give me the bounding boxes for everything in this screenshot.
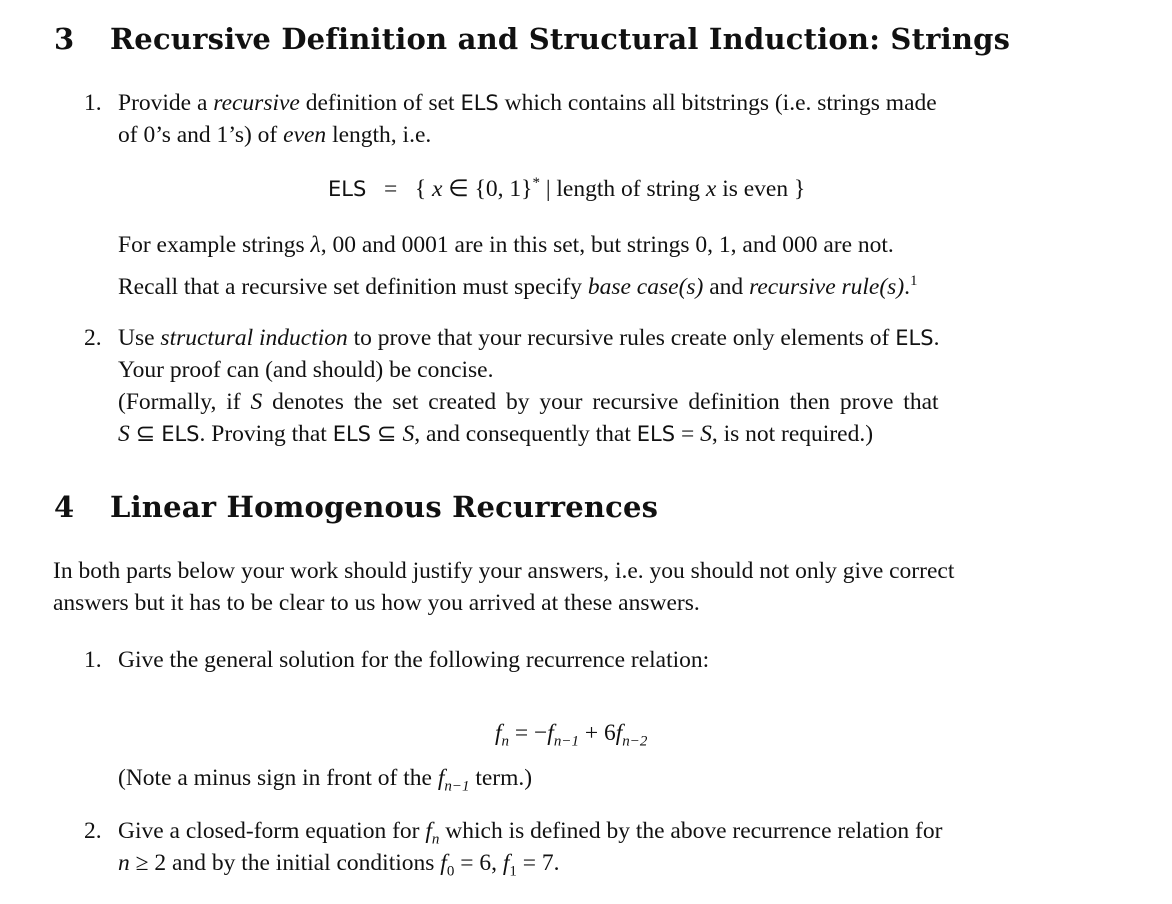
section-3-heading	[54, 22, 1010, 56]
section-4-intro-line-2: answers but it has to be clear to us how you arrived at these answers.	[53, 590, 700, 616]
item-4-2-line-2: n ≥ 2 and by the initial conditions $f_0 = 6$, $f_1 = 7$.	[118, 850, 560, 880]
section-4-number: 4	[54, 490, 75, 524]
item-4-1-text: Give the general solution for the following recurrence relation:	[118, 647, 710, 673]
item-3-1-example: For example strings λ, 00 and 0001 are in this set, but strings 0, 1, and 000 are not.	[118, 232, 894, 258]
section-4-heading	[54, 490, 658, 524]
item-marker: 2.	[84, 818, 102, 844]
section-3-number: 3	[54, 22, 75, 56]
item-3-2-line-1: Use structural induction to prove that your recursive rules create only elements of ELS.	[118, 325, 940, 351]
section-4-intro-line-1: In both parts below your work should justify your answers, i.e. you should not only give correct	[53, 558, 955, 584]
item-marker: 1.	[84, 90, 102, 116]
item-4-1-note: (Note a minus sign in front of the $f_{n-1}$ term.)	[118, 765, 533, 795]
section-3-title: Recursive Definition and Structural Induction: Strings	[110, 22, 1011, 56]
recurrence-equation: $f_n = -f_{n-1} + 6f_{n-2}$	[495, 720, 648, 750]
els-set-equation: ELS = { x ∈ {0, 1}* | length of string x is even }	[328, 175, 806, 202]
item-3-2-line-3: (Formally, if S denotes the set created by your recursive definition then prove that	[118, 389, 939, 415]
item-marker: 2.	[84, 325, 102, 351]
footnote-marker: 1	[910, 273, 918, 290]
section-4-title: Linear Homogenous Recurrences	[110, 490, 659, 524]
item-marker: 1.	[84, 647, 102, 673]
item-3-1-line-2: of 0’s and 1’s) of even length, i.e.	[118, 122, 432, 148]
item-3-1-line-1: Provide a recursive definition of set ELS which contains all bitstrings (i.e. strings made	[118, 90, 937, 116]
item-4-2-line-1: Give a closed-form equation for $f_n$ which is defined by the above recurrence relation for	[118, 818, 943, 848]
item-3-2-line-4: S ⊆ ELS. Proving that ELS ⊆ S, and consequently that ELS = S, is not required.)	[118, 421, 874, 447]
item-3-2-line-2: Your proof can (and should) be concise.	[118, 357, 494, 383]
item-3-1-recall: Recall that a recursive set definition must specify base case(s) and recursive rule(s).$^1$	[118, 273, 918, 300]
